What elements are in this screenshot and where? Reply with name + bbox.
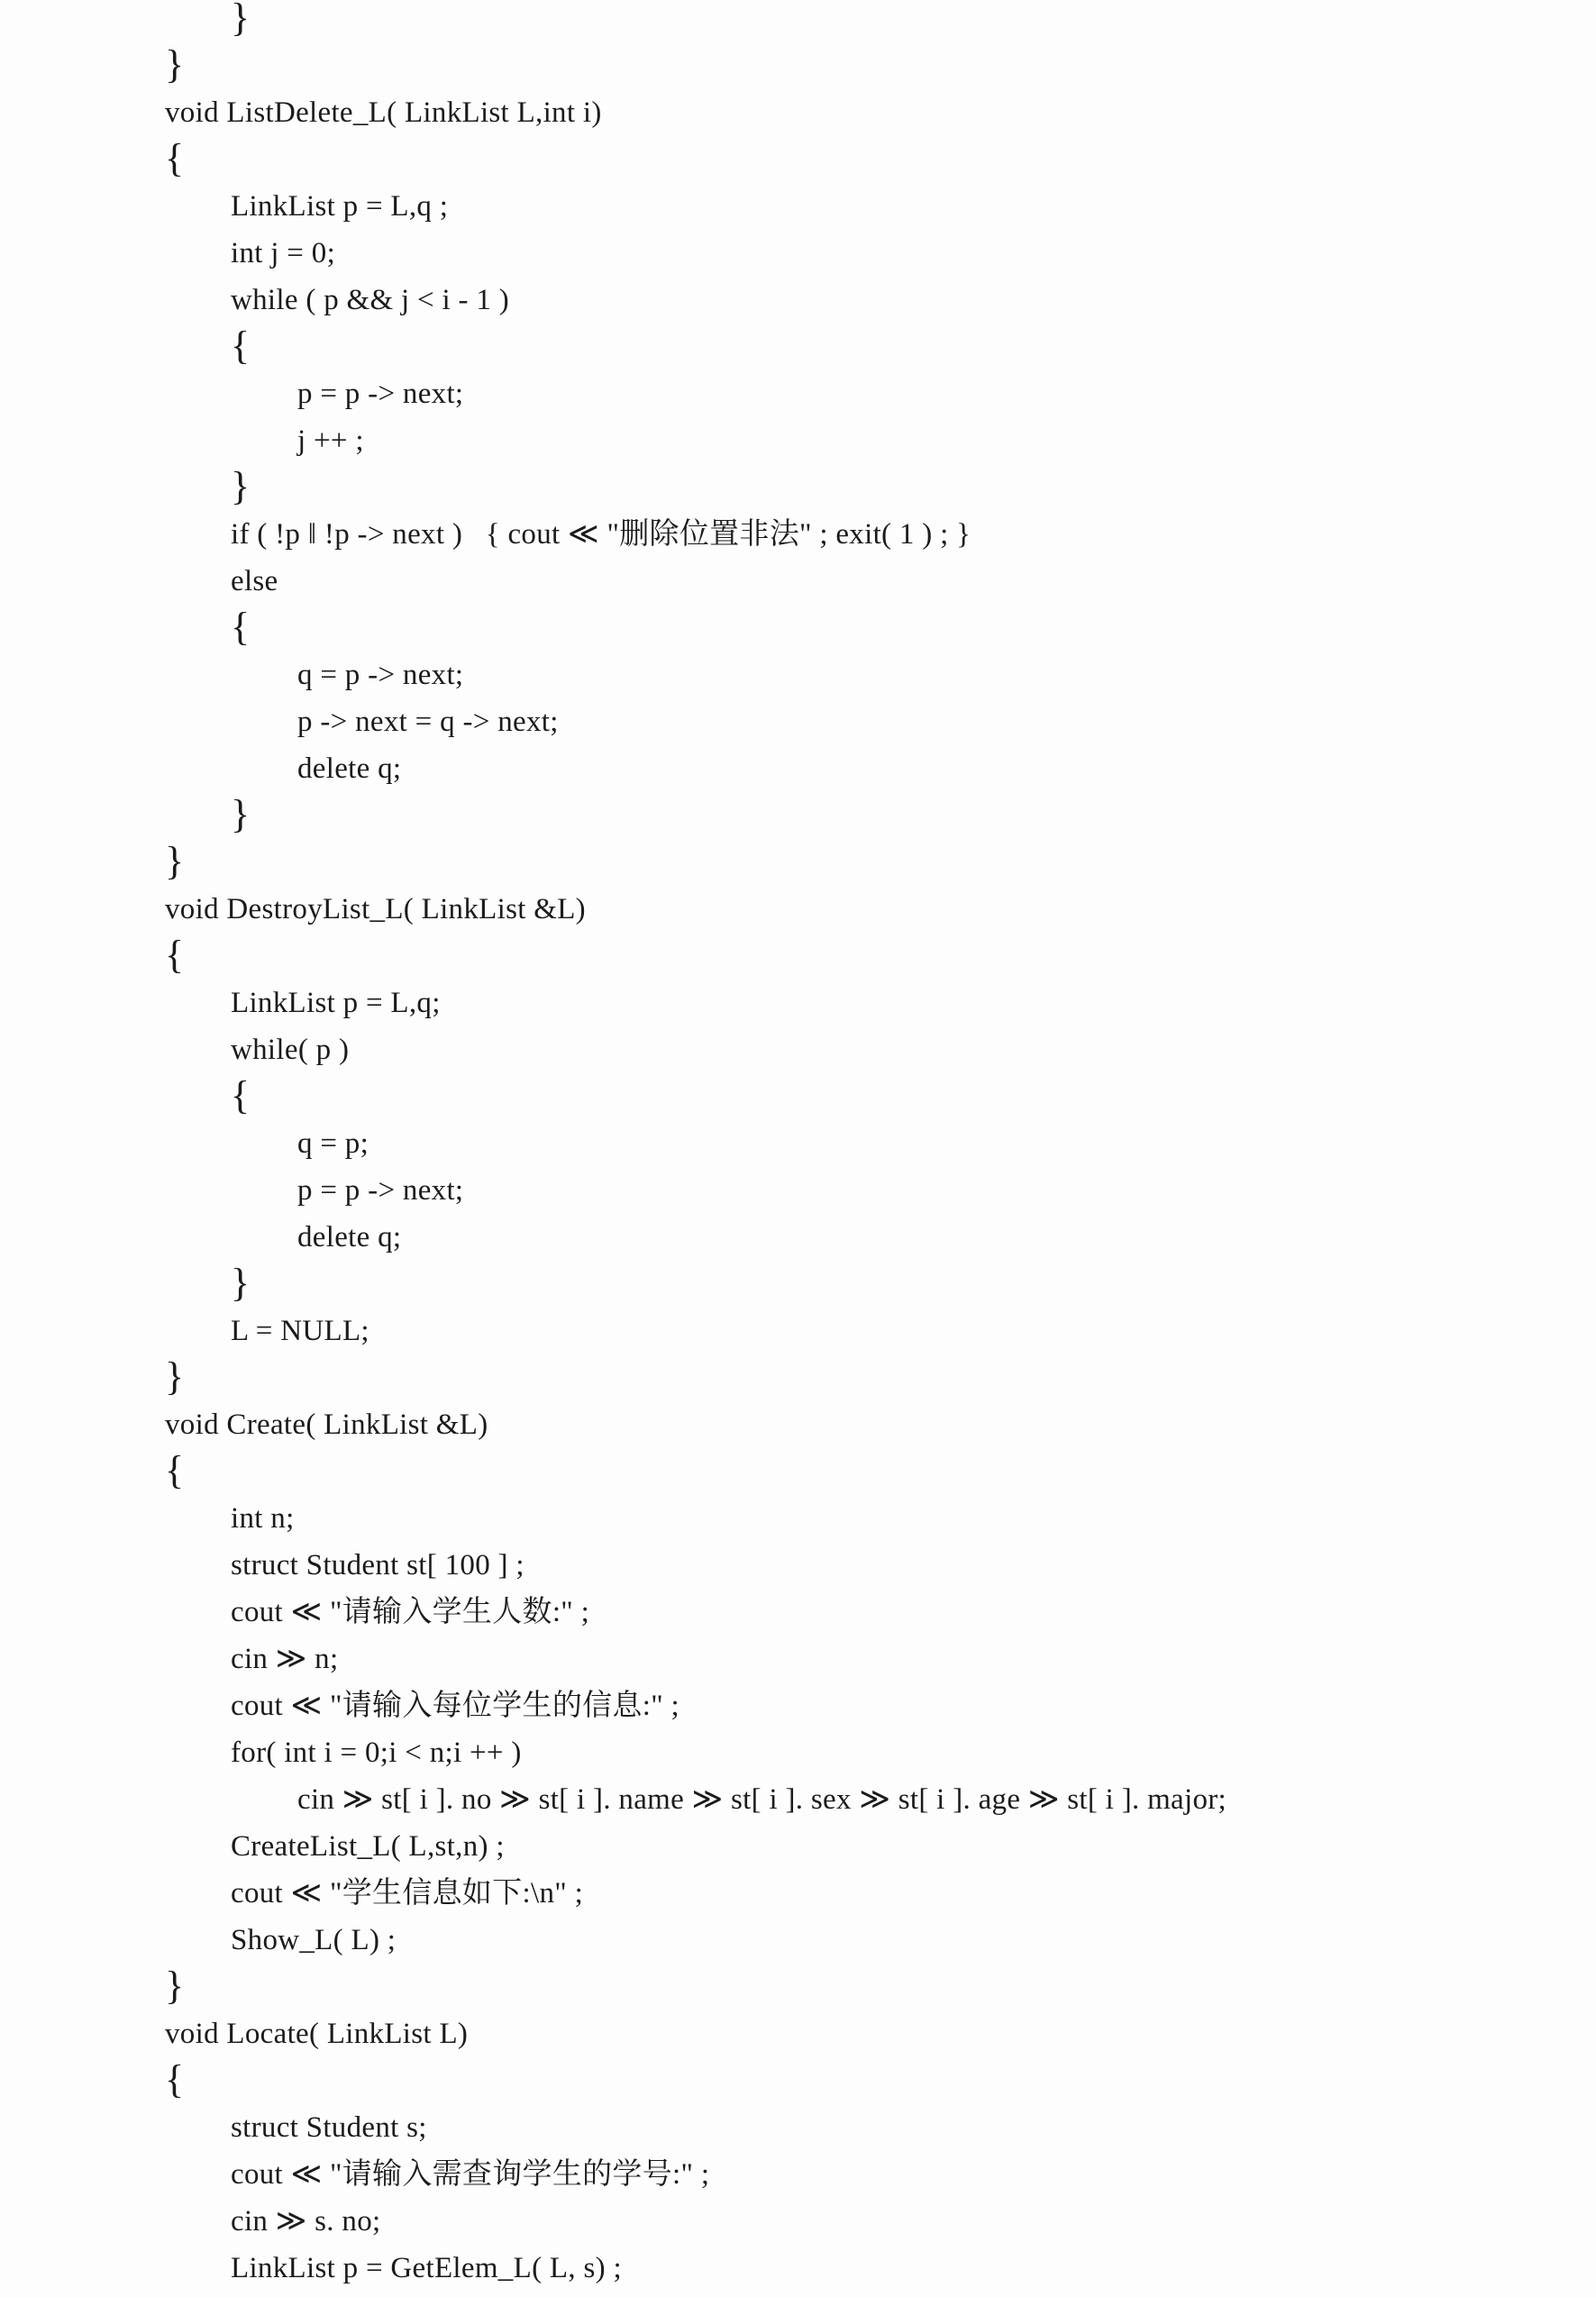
- code-line: delete q;: [297, 1221, 402, 1253]
- code-line: cin ≫ st[ i ]. no ≫ st[ i ]. name ≫ st[ i ]. sex ≫ st[ i ]. age ≫ st[ i ]. major;: [297, 1783, 1227, 1816]
- code-line: {: [165, 933, 185, 977]
- code-line: {: [231, 1073, 251, 1117]
- code-line: L = NULL;: [231, 1315, 369, 1347]
- code-line: void ListDelete_L( LinkList L,int i): [165, 96, 602, 129]
- code-line: {: [165, 136, 185, 180]
- code-line: j ++ ;: [297, 424, 364, 457]
- code-line: }: [231, 464, 251, 508]
- code-line: struct Student st[ 100 ] ;: [231, 1549, 524, 1581]
- code-line: LinkList p = L,q ;: [231, 190, 449, 223]
- code-line: while( p ): [231, 1034, 350, 1066]
- code-line: {: [165, 1448, 185, 1492]
- code-line: }: [165, 839, 185, 883]
- code-line: if ( !p ‖ !p -> next ) { cout ≪ "删除位置非法" ; exit( 1 ) ; }: [231, 518, 971, 551]
- code-line: cout ≪ "请输入每位学生的信息:" ;: [231, 1690, 679, 1722]
- code-line: }: [231, 0, 251, 40]
- code-line: cout ≪ "请输入需查询学生的学号:" ;: [231, 2158, 710, 2191]
- code-line: }: [231, 1261, 251, 1305]
- code-line: void DestroyList_L( LinkList &L): [165, 893, 586, 925]
- code-line: }: [165, 1354, 185, 1399]
- code-line: cin ≫ n;: [231, 1643, 339, 1675]
- code-line: cout ≪ "请输入学生人数:" ;: [231, 1596, 590, 1628]
- code-line: void Create( LinkList &L): [165, 1408, 488, 1441]
- code-line: int n;: [231, 1502, 295, 1535]
- code-line: delete q;: [297, 752, 402, 785]
- code-line: p = p -> next;: [297, 378, 464, 410]
- code-line: p -> next = q -> next;: [297, 706, 559, 738]
- code-line: }: [231, 792, 251, 836]
- code-line: {: [231, 605, 251, 649]
- code-line: }: [165, 42, 185, 87]
- code-line: struct Student s;: [231, 2111, 427, 2144]
- code-line: void Locate( LinkList L): [165, 2018, 469, 2050]
- code-line: {: [165, 2057, 185, 2101]
- code-line: Show_L( L) ;: [231, 1924, 397, 1956]
- code-line: q = p -> next;: [297, 659, 464, 691]
- code-line: LinkList p = L,q;: [231, 987, 441, 1019]
- code-line: else: [231, 565, 278, 597]
- code-line: cout ≪ "学生信息如下:\n" ;: [231, 1877, 584, 1910]
- code-line: while ( p && j < i - 1 ): [231, 284, 510, 316]
- code-line: {: [231, 324, 251, 368]
- code-line: CreateList_L( L,st,n) ;: [231, 1830, 505, 1863]
- code-line: int j = 0;: [231, 237, 336, 269]
- code-line: for( int i = 0;i < n;i ++ ): [231, 1736, 522, 1769]
- code-line: p = p -> next;: [297, 1174, 464, 1207]
- code-line: cin ≫ s. no;: [231, 2205, 381, 2238]
- code-line: }: [165, 1964, 185, 2008]
- code-line: q = p;: [297, 1127, 369, 1160]
- code-line: LinkList p = GetElem_L( L, s) ;: [231, 2252, 622, 2284]
